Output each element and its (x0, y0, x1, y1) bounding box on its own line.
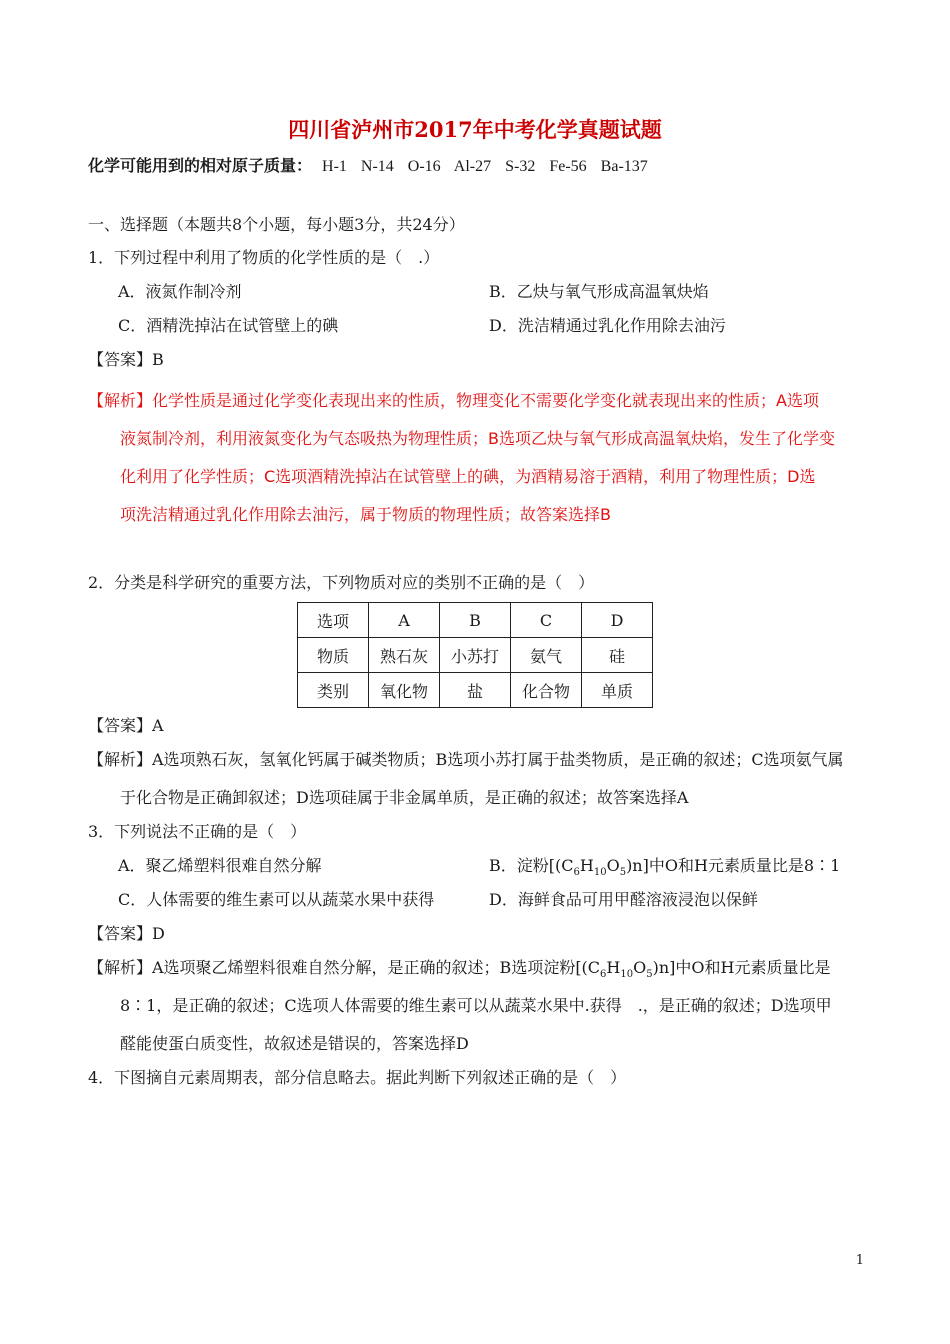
table-cell: A (369, 603, 440, 638)
q3-analysis-line: 醛能使蛋白质变性，故叙述是错误的，答案选择D (120, 1034, 469, 1053)
q3-option-d: D．海鲜食品可用甲醛溶液浸泡以保鲜 (489, 890, 758, 909)
table-row (298, 603, 653, 638)
atomic-mass-line (88, 153, 648, 176)
table-row (298, 673, 653, 708)
table-cell: 盐 (440, 673, 511, 708)
q1-analysis-line: 液氮制冷剂，利用液氮变化为气态吸热为物理性质；B选项乙炔与氧气形成高温氧炔焰，发生了化学变 (120, 429, 835, 448)
table-cell: 熟石灰 (369, 638, 440, 673)
q2-analysis-line: 【解析】A选项熟石灰，氢氧化钙属于碱类物质；B选项小苏打属于盐类物质，是正确的叙述；C选项氨气属 (88, 750, 844, 769)
q1-option-c: C．酒精洗掉沾在试管壁上的碘 (118, 316, 339, 335)
q1-analysis-line: 项洗洁精通过乳化作用除去油污，属于物质的物理性质；故答案选择B (120, 505, 611, 524)
page-number: 1 (855, 1253, 864, 1268)
section-heading: 一、选择题（本题共8个小题，每小题3分，共24分） (88, 215, 465, 234)
table-cell: 氨气 (511, 638, 582, 673)
table-cell: 选项 (298, 603, 369, 638)
q3-option-a: A．聚乙烯塑料很难自然分解 (118, 856, 322, 875)
q3-option-c: C．人体需要的维生素可以从蔬菜水果中获得 (118, 890, 435, 909)
q2-answer: 【答案】A (88, 716, 164, 735)
table-cell: 类别 (298, 673, 369, 708)
q1-analysis-line: 化利用了化学性质；C选项酒精洗掉沾在试管壁上的碘，为酒精易溶于酒精，利用了物理性质；D选 (120, 467, 816, 486)
q1-option-b: B．乙炔与氧气形成高温氧炔焰 (489, 282, 709, 301)
q1-option-a: A．液氮作制冷剂 (118, 282, 242, 301)
table-cell: D (582, 603, 653, 638)
q4-stem: 4．下图摘自元素周期表，部分信息略去。据此判断下列叙述正确的是（ ） (88, 1068, 627, 1087)
q3-answer: 【答案】D (88, 924, 165, 943)
atomic-mass-label: 化学可能用到的相对原子质量： (88, 156, 313, 175)
q1-answer: 【答案】B (88, 350, 164, 369)
table-cell: 单质 (582, 673, 653, 708)
q1-stem: 1．下列过程中利用了物质的化学性质的是（ .） (88, 248, 440, 267)
q3-option-b: B．淀粉$[(C_6H_{10}O_5)n]$中O和H元素质量比是8∶1 (489, 856, 841, 879)
table-cell: 化合物 (511, 673, 582, 708)
q2-options-table (297, 602, 653, 708)
table-cell: C (511, 603, 582, 638)
q3-stem: 3．下列说法不正确的是（ ） (88, 822, 307, 841)
table-cell: 小苏打 (440, 638, 511, 673)
table-row (298, 638, 653, 673)
atomic-mass-values: H-1 N-14 O-16 Al-27 S-32 Fe-56 Ba-137 (322, 158, 648, 175)
q1-option-d: D．洗洁精通过乳化作用除去油污 (489, 316, 726, 335)
q3-analysis-line: 【解析】A选项聚乙烯塑料很难自然分解，是正确的叙述；B选项淀粉$[(C_6H_{10}O_5)n]$中O和H元素质量比是 (88, 958, 831, 981)
table-cell: B (440, 603, 511, 638)
q3-analysis-line: 8∶1，是正确的叙述；C选项人体需要的维生素可以从蔬菜水果中.获得 .，是正确的叙述；D选项甲 (120, 996, 832, 1015)
q2-analysis-line: 于化合物是正确卸叙述；D选项硅属于非金属单质，是正确的叙述；故答案选择A (120, 788, 689, 807)
table-cell: 硅 (582, 638, 653, 673)
table-cell: 物质 (298, 638, 369, 673)
page-title: 四川省泸州市2017年中考化学真题试题 (288, 117, 662, 142)
q1-analysis-line: 【解析】化学性质是通过化学变化表现出来的性质，物理变化不需要化学变化就表现出来的性质；A选项 (88, 391, 819, 410)
q2-stem: 2．分类是科学研究的重要方法，下列物质对应的类别不正确的是（ ） (88, 573, 595, 592)
table-cell: 氧化物 (369, 673, 440, 708)
